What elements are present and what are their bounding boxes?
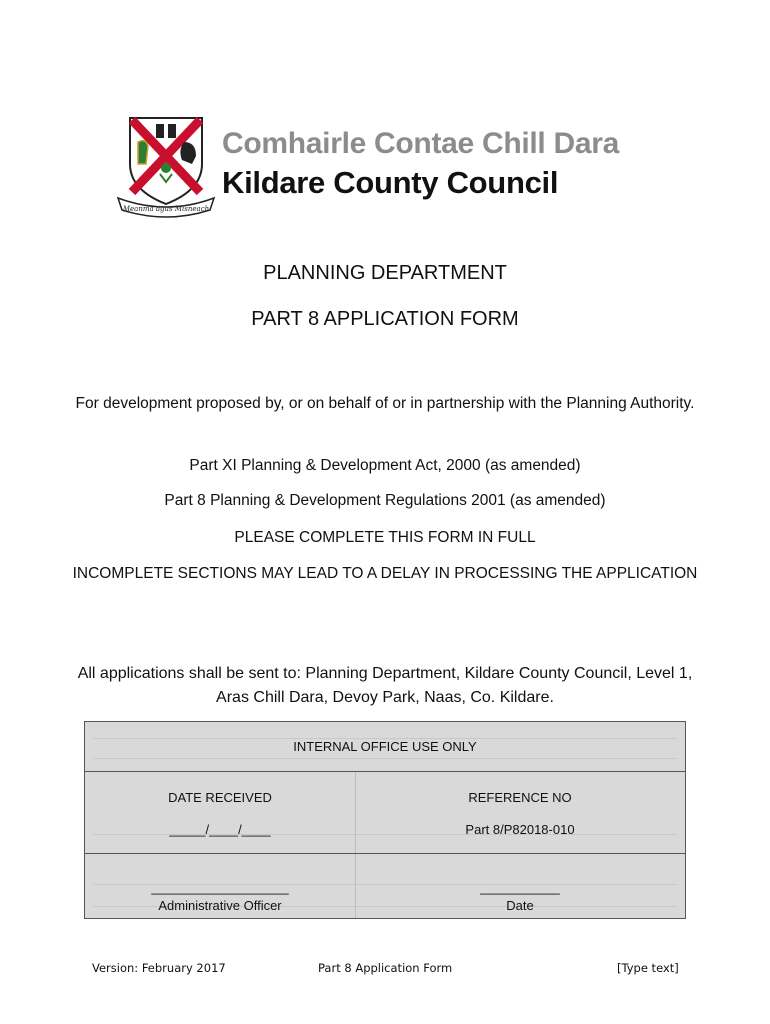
intro-line-1: For development proposed by, or on behalf of or in partnership with the Planning Authority.	[75, 395, 695, 412]
council-logo	[116, 112, 676, 224]
reference-field[interactable]: Part 8/P82018-010	[465, 822, 575, 837]
officer-signature-line[interactable]: ___________________	[151, 880, 289, 895]
send-to-address: All applications shall be sent to: Planning Department, Kildare County Council, Level 1, Aras Chill Dara, Devoy Park, Naas, Co. Kildare.	[77, 665, 693, 706]
office-use-row-signature	[85, 854, 685, 918]
crest-motto: Meanma agus Misneach	[122, 205, 210, 213]
date-received-label: DATE RECEIVED	[168, 790, 272, 805]
intro-line-2: Part XI Planning & Development Act, 2000 (as amended)	[189, 457, 581, 474]
council-name-irish: Comhairle Contae Chill Dara	[222, 127, 619, 160]
date-label: Date	[506, 898, 534, 913]
officer-cell	[85, 854, 356, 918]
intro-line-5: INCOMPLETE SECTIONS MAY LEAD TO A DELAY IN PROCESSING THE APPLICATION	[72, 565, 698, 582]
officer-label: Administrative Officer	[158, 898, 282, 913]
office-use-table	[84, 721, 686, 919]
footer-placeholder: [Type text]	[617, 961, 679, 975]
footer-doc-name: Part 8 Application Form	[318, 961, 453, 975]
intro-line-4: PLEASE COMPLETE THIS FORM IN FULL	[234, 529, 536, 546]
council-crest-icon	[116, 112, 216, 220]
form-title: PART 8 APPLICATION FORM	[251, 308, 519, 330]
date-signature-line[interactable]: ___________	[480, 880, 560, 895]
footer-version: Version: February 2017	[92, 961, 226, 975]
date-cell	[355, 854, 685, 918]
office-use-heading: INTERNAL OFFICE USE ONLY	[293, 739, 477, 754]
office-use-header	[85, 722, 685, 772]
date-received-cell	[85, 772, 356, 853]
reference-cell	[355, 772, 685, 853]
reference-label: REFERENCE NO	[468, 790, 572, 805]
date-received-field[interactable]: _____/____/____	[169, 822, 271, 837]
intro-line-3: Part 8 Planning & Development Regulations 2001 (as amended)	[164, 492, 606, 509]
department-title: PLANNING DEPARTMENT	[263, 262, 507, 284]
council-name-english: Kildare County Council	[222, 165, 559, 200]
office-use-row-received	[85, 772, 685, 854]
